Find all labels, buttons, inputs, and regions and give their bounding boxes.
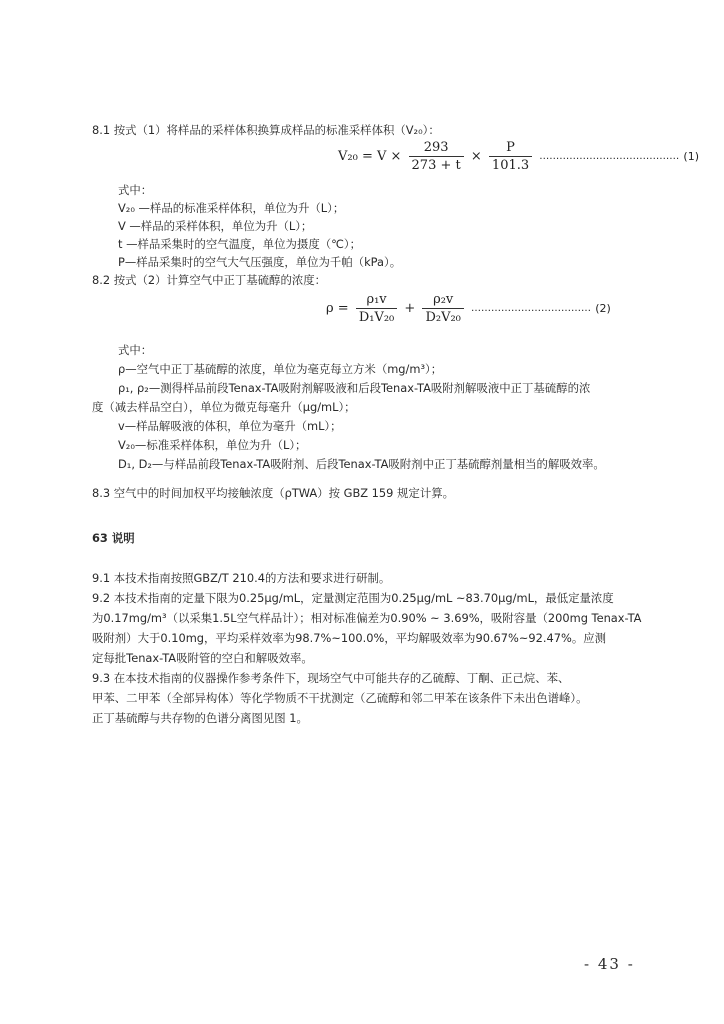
section-8-2-text: 8.2 按式（2）计算空气中正丁基硫醇的浓度： [92,273,327,287]
definition-v20-std: V₂₀—标准采样体积，单位为升（L）； [118,438,307,452]
section-9-heading: 63 说明 [92,531,135,545]
definition-v-small: v—样品解吸液的体积，单位为毫升（mL）； [118,419,342,433]
formula-1-frac2 [489,140,532,173]
definition-rho1-rho2: ρ₁, ρ₂—测得样品前段Tenax-TA吸附剂解吸液和后段Tenax-TA吸附剂解吸液中正丁基硫醇的浓 [118,381,591,395]
section-8-3-text: 8.3 空气中的时间加权平均接触浓度（ρTWA）按 GBZ 159 规定计算。 [92,486,454,500]
formula-1 [338,140,699,173]
definition-rho1-rho2-cont: 度（减去样品空白），单位为微克每毫升（μg/mL）； [92,400,356,414]
where-label-2: 式中： [118,343,153,357]
definition-rho: ρ—空气中正丁基硫醇的浓度，单位为毫克每立方米（mg/m³）； [118,362,443,376]
formula-1-frac1-num: 293 [409,140,464,157]
definition-p: P—样品采集时的空气大气压强度，单位为千帕（kPa）。 [118,255,402,269]
section-9-2-line1: 9.2 本技术指南的定量下限为0.25μg/mL，定量测定范围为0.25μg/mL ~83.70μg/mL，最低定量浓度 [92,591,614,605]
definition-d1-d2: D₁, D₂—与样品前段Tenax-TA吸附剂、后段Tenax-TA吸附剂中正丁基硫醇剂量相当的解吸效率。 [118,457,605,471]
formula-1-frac1-den: 273 + t [411,158,461,173]
formula-2-frac1-num: ρ₁v [356,292,397,309]
formula-2-frac2 [422,292,463,325]
formula-1-times: × [470,149,482,164]
section-9-2-line3: 吸附剂）大于0.10mg，平均采样效率为98.7%~100.0%，平均解吸效率为90.67%~92.47%。应测 [92,631,607,645]
formula-1-frac2-den: 101.3 [491,158,530,173]
section-8-1-text: 8.1 按式（1）将样品的采样体积换算成样品的标准采样体积（V₂₀）： [92,123,440,137]
formula-2-plus: + [404,301,416,316]
formula-2-number: (2) [595,302,611,315]
formula-1-number: (1) [683,150,700,163]
definition-t: t —样品采集时的空气温度，单位为摄度（℃）； [118,237,361,251]
section-9-3-line3: 正丁基硫醇与共存物的色谱分离图见图 1。 [92,711,308,725]
section-9-3-line2: 甲苯、二甲苯（全部异构体）等化学物质不干扰测定（乙硫醇和邻二甲苯在该条件下未出色谱峰）。 [92,691,588,705]
definition-v20: V₂₀ —样品的标准采样体积，单位为升（L）； [118,201,345,215]
formula-1-frac1 [409,140,464,173]
formula-1-lhs: V₂₀ = V × [338,149,402,164]
formula-1-leader-dots: …………………………………… [539,151,680,162]
section-9-2-line4: 定每批Tenax-TA吸附管的空白和解吸效率。 [92,651,313,665]
definition-v: V —样品的采样体积，单位为升（L）； [118,219,313,233]
where-label-1: 式中： [118,183,153,197]
formula-2-leader-dots: ……………………………… [471,303,592,314]
formula-1-frac2-num: P [489,140,532,157]
section-9-1: 9.1 本技术指南按照GBZ/T 210.4的方法和要求进行研制。 [92,571,391,585]
section-9-2-line2: 为0.17mg/m³（以采集1.5L空气样品计）；相对标准偏差为0.90% ~ 3.69%，吸附容量（200mg Tenax-TA [92,611,642,625]
section-9-3-line1: 9.3 在本技术指南的仪器操作参考条件下，现场空气中可能共存的乙硫醇、丁酮、正己烷、苯、 [92,671,570,685]
formula-2 [326,292,611,325]
formula-2-frac1-den: D₁V₂₀ [358,310,395,325]
page-number: - 43 - [584,955,635,973]
formula-2-frac1 [356,292,397,325]
formula-2-lhs: ρ = [326,301,349,316]
formula-2-frac2-den: D₂V₂₀ [425,310,461,325]
formula-2-frac2-num: ρ₂v [422,292,463,309]
